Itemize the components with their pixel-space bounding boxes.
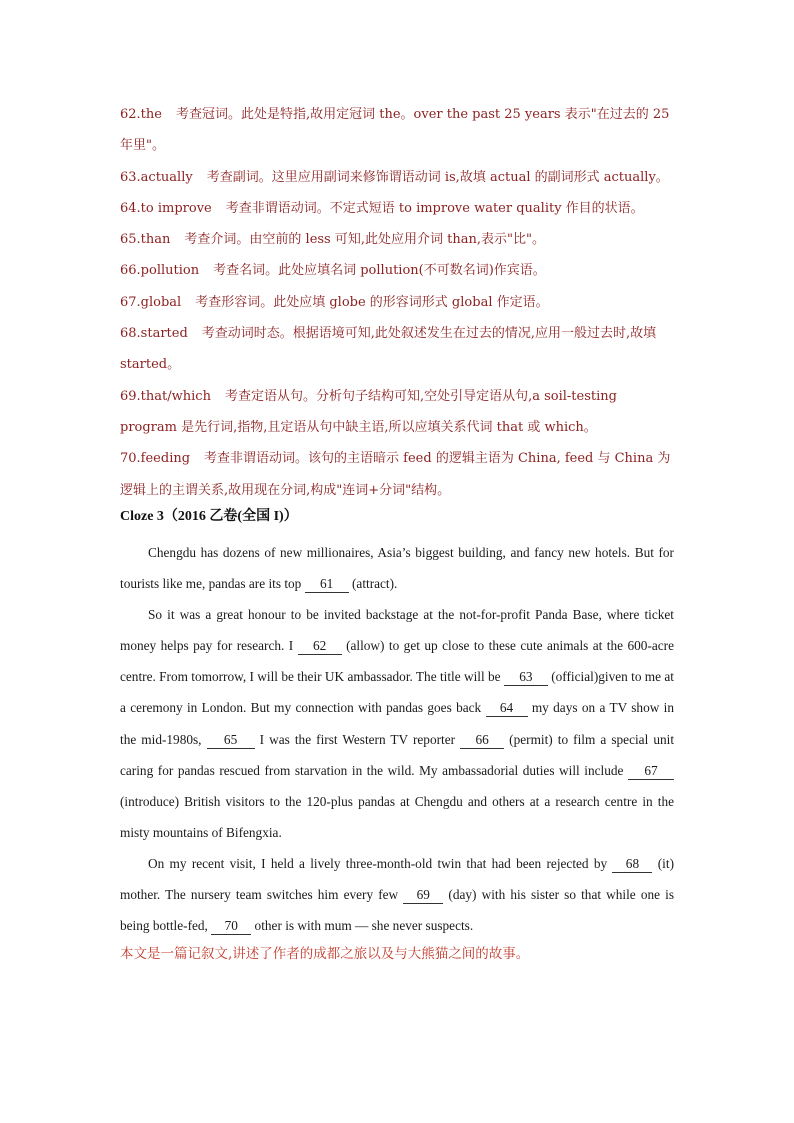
answer-item-66: [120, 255, 676, 286]
answer-text: 考查介词。由空前的 less 可知,此处应用介词 than,表示"比"。: [184, 232, 545, 248]
passage-text: (day) with his sister so that while one is being bottle-fed,: [120, 887, 675, 934]
answer-label: 64.to improve: [120, 200, 212, 216]
answer-item-62: [120, 99, 676, 162]
answer-text: 考查冠词。此处是特指,故用定冠词 the。over the past 25 years 表示"在过去的 25 年里"。: [120, 107, 670, 154]
passage-text: my days on a TV show in the mid-1980s,: [120, 700, 674, 747]
blank-65: 65: [207, 731, 255, 749]
answer-label: 69.that/which: [120, 388, 211, 404]
passage-text: (allow) to get up close to these cute animals at the 600-acre centre. From tomorrow, I will be their UK ambassador. The title will be: [120, 638, 674, 685]
answer-text: 考查名词。此处应填名词 pollution(不可数名词)作宾语。: [213, 263, 546, 279]
answer-label: 70.feeding: [120, 451, 191, 467]
answer-label: 66.pollution: [120, 263, 200, 279]
blank-66: 66: [460, 731, 504, 749]
passage-summary: 本文是一篇记叙文,讲述了作者的成都之旅以及与大熊猫之间的故事。: [120, 946, 530, 962]
cloze-title: Cloze 3（2016 乙卷(全国 I)）: [120, 509, 298, 524]
answer-text: 考查副词。这里应用副词来修饰谓语动词 is,故填 actual 的副词形式 actually。: [206, 169, 669, 185]
passage-text: (official)given to me at a ceremony in London. But my connection with pandas goes back: [120, 669, 674, 716]
answer-item-64: [120, 193, 676, 224]
passage-text: Chengdu has dozens of new millionaires, Asia’s biggest building, and fancy new hotels. But for tourists like me, pandas are its top: [120, 545, 674, 592]
blank-64: 64: [486, 699, 528, 717]
answer-item-65: [120, 224, 676, 255]
blank-61: 61: [305, 575, 349, 593]
answer-label: 62.the: [120, 107, 162, 122]
answer-label: 68.started: [120, 326, 188, 342]
answer-label: 63.actually: [120, 169, 193, 185]
answer-text: 考查非谓语动词。该句的主语暗示 feed 的逻辑主语为 China, feed 与 China 为逻辑上的主谓关系,故用现在分词,构成"连词+分词"结构。: [120, 451, 671, 498]
passage-paragraph-1: [120, 537, 674, 599]
answer-item-67: [120, 287, 676, 318]
answer-item-69: [120, 381, 676, 444]
passage-text: (permit) to film a special unit caring for pandas rescued from starvation in the wild. My ambassadorial duties will include: [120, 731, 675, 778]
blank-68: 68: [612, 855, 652, 873]
blank-67: 67: [628, 762, 674, 780]
passage-text: (it) mother. The nursery team switches him every few: [120, 855, 674, 903]
answer-text: 考查动词时态。根据语境可知,此处叙述发生在过去的情况,应用一般过去时,故填 started。: [120, 326, 657, 373]
passage-paragraph-3: [120, 848, 674, 941]
cloze-passage: [120, 537, 674, 941]
blank-62: 62: [298, 637, 342, 655]
answer-text: 考查定语从句。分析句子结构可知,空处引导定语从句,a soil-testing program 是先行词,指物,且定语从句中缺主语,所以应填关系代词 that 或 which。: [120, 388, 617, 435]
answer-text: 考查形容词。此处应填 globe 的形容词形式 global 作定语。: [195, 294, 549, 310]
answer-label: 67.global: [120, 294, 182, 310]
answer-label: 65.than: [120, 232, 171, 248]
answer-explanations: [120, 99, 676, 506]
passage-text: I was the first Western TV reporter: [259, 731, 456, 747]
answer-item-68: [120, 318, 676, 381]
passage-text: (introduce) British visitors to the 120-plus pandas at Chengdu and others at a research centre in the misty mountains of Bifengxia.: [120, 793, 674, 840]
passage-text: On my recent visit, I held a lively three-month-old twin that had been rejected by: [148, 855, 608, 871]
answer-text: 考查非谓语动词。不定式短语 to improve water quality 作目的状语。: [225, 200, 644, 216]
passage-text: other is with mum — she never suspects.: [254, 918, 474, 934]
passage-paragraph-2: [120, 599, 674, 848]
passage-text: (attract).: [351, 576, 398, 592]
answer-item-63: [120, 162, 676, 193]
passage-text: So it was a great honour to be invited backstage at the not-for-profit Panda Base, where ticket money helps pay for research. I: [120, 607, 674, 654]
blank-70: 70: [211, 917, 251, 935]
answer-item-70: [120, 443, 676, 506]
blank-69: 69: [403, 886, 443, 904]
blank-63: 63: [504, 668, 548, 686]
